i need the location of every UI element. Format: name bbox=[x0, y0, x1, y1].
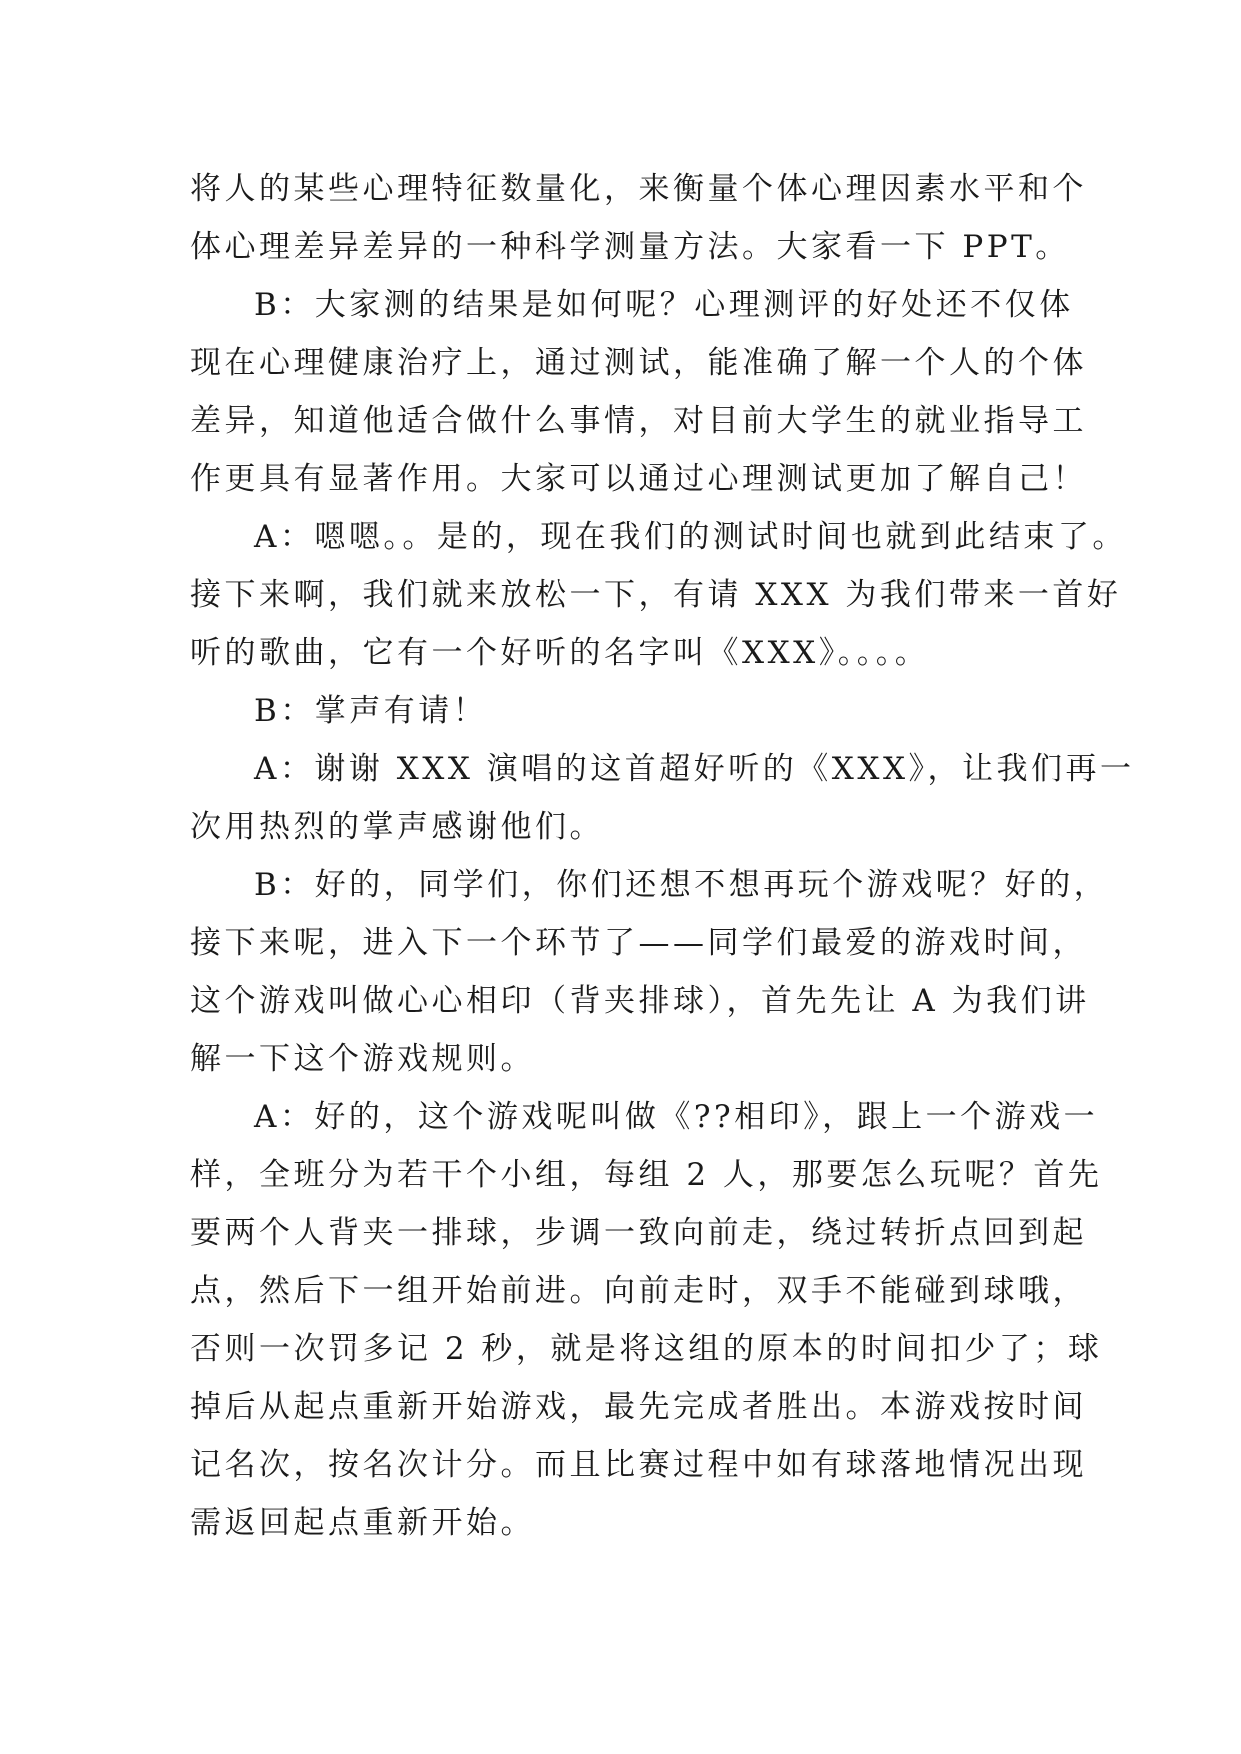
text-line: 接下来呢，进入下一个环节了——同学们最爱的游戏时间， bbox=[190, 925, 1087, 961]
document-body bbox=[190, 160, 1135, 1552]
text-line: 记名次，按名次计分。而且比赛过程中如有球落地情况出现 bbox=[190, 1447, 1087, 1483]
text-line: 要两个人背夹一排球，步调一致向前走，绕过转折点回到起 bbox=[190, 1215, 1087, 1251]
text-line: B：大家测的结果是如何呢？心理测评的好处还不仅体 bbox=[254, 287, 1074, 323]
text-line: 样，全班分为若干个小组，每组 2 人，那要怎么玩呢？首先 bbox=[190, 1157, 1103, 1193]
text-line: 接下来啊，我们就来放松一下，有请 XXX 为我们带来一首好 bbox=[190, 577, 1122, 613]
text-line: 这个游戏叫做心心相印（背夹排球），首先先让 A 为我们讲 bbox=[190, 983, 1090, 1019]
text-line: B：好的，同学们，你们还想不想再玩个游戏呢？好的， bbox=[254, 867, 1109, 903]
text-line: 掉后从起点重新开始游戏，最先完成者胜出。本游戏按时间 bbox=[190, 1389, 1087, 1425]
text-line: 差异，知道他适合做什么事情，对目前大学生的就业指导工 bbox=[190, 403, 1087, 439]
text-line: 次用热烈的掌声感谢他们。 bbox=[190, 809, 604, 845]
text-line: A：谢谢 XXX 演唱的这首超好听的《XXX》，让我们再一 bbox=[254, 751, 1135, 787]
text-line: A：好的，这个游戏呢叫做《??相印》，跟上一个游戏一 bbox=[254, 1099, 1099, 1135]
text-line: 将人的某些心理特征数量化，来衡量个体心理因素水平和个 bbox=[190, 171, 1087, 207]
text-line: B：掌声有请！ bbox=[254, 693, 488, 729]
text-line: A：嗯嗯。。是的，现在我们的测试时间也就到此结束了。 bbox=[254, 519, 1127, 555]
text-line: 解一下这个游戏规则。 bbox=[190, 1041, 535, 1077]
text-line: 现在心理健康治疗上，通过测试，能准确了解一个人的个体 bbox=[190, 345, 1087, 381]
text-line: 否则一次罚多记 2 秒，就是将这组的原本的时间扣少了；球 bbox=[190, 1331, 1103, 1367]
text-line: 听的歌曲，它有一个好听的名字叫《XXX》。。。。 bbox=[190, 635, 930, 671]
text-line: 作更具有显著作用。大家可以通过心理测试更加了解自己！ bbox=[190, 461, 1087, 497]
text-line: 需返回起点重新开始。 bbox=[190, 1505, 535, 1541]
text-line: 点，然后下一组开始前进。向前走时，双手不能碰到球哦， bbox=[190, 1273, 1087, 1309]
text-line: 体心理差异差异的一种科学测量方法。大家看一下 PPT。 bbox=[190, 229, 1070, 265]
